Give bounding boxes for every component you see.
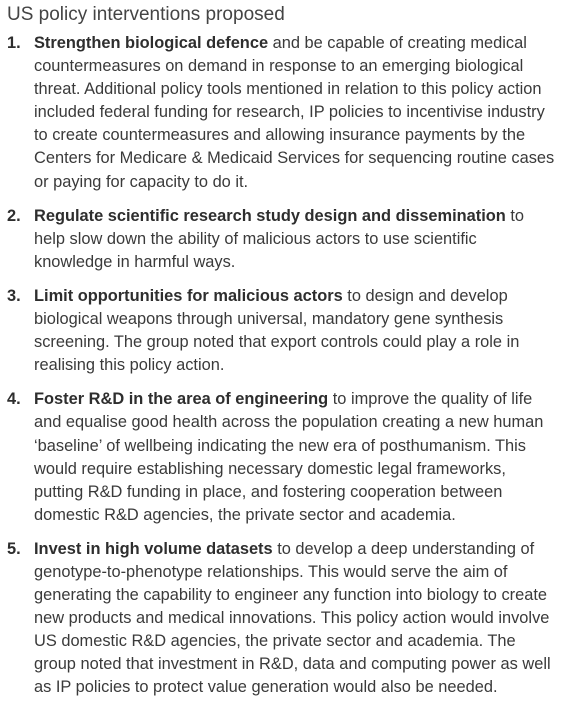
item-text: to develop a deep understanding of genotype-to-phenotype relationships. This would serve the aim of generating the capability to engineer any function into biology to create new products and medical innovations. This policy action would involve US domestic R&D agencies, the private sector and academia. The group noted that investment in R&D, data and computing power as well as IP policies to protect value generation would also be needed. xyxy=(34,539,551,697)
section-heading: US policy interventions proposed xyxy=(7,4,285,25)
item-number: 4. xyxy=(7,390,21,409)
list-item xyxy=(7,388,557,527)
item-number: 3. xyxy=(7,286,21,305)
item-lead: Regulate scientific research study design and dissemination xyxy=(34,206,506,225)
item-number: 5. xyxy=(7,539,21,558)
list-item xyxy=(7,538,557,700)
list-item xyxy=(7,205,557,274)
item-text: to improve the quality of life and equalise good health across the population creating a new human ‘baseline’ of wellbeing indicating the new era of posthumanism. This would require establishing necessary domestic legal frameworks, putting R&D funding in place, and fostering cooperation between domestic R&D agencies, the private sector and academia. xyxy=(34,390,544,524)
item-text: to help slow down the ability of malicious actors to use scientific knowledge in harmful ways. xyxy=(34,206,525,271)
list-item xyxy=(7,32,557,194)
item-lead: Strengthen biological defence xyxy=(34,34,269,52)
item-number: 1. xyxy=(7,34,21,52)
item-text: and be capable of creating medical countermeasures on demand in response to an emerging biological threat. Additional policy tools mentioned in relation to this policy action included federal funding for research, IP policies to incentivise industry to create countermeasures and allowing insurance payments by the Centers for Medicare & Medicaid Services for sequencing routine cases or paying for capacity to do it. xyxy=(34,34,555,191)
item-lead: Foster R&D in the area of engineering xyxy=(34,390,329,409)
item-lead: Limit opportunities for malicious actors xyxy=(34,286,343,305)
item-number: 2. xyxy=(7,206,21,225)
item-lead: Invest in high volume datasets xyxy=(34,539,273,558)
list-item xyxy=(7,285,557,377)
policy-list xyxy=(7,32,557,700)
item-text: to design and develop biological weapons through universal, mandatory gene synthesis screening. The group noted that export controls could play a role in realising this policy action. xyxy=(34,286,520,375)
